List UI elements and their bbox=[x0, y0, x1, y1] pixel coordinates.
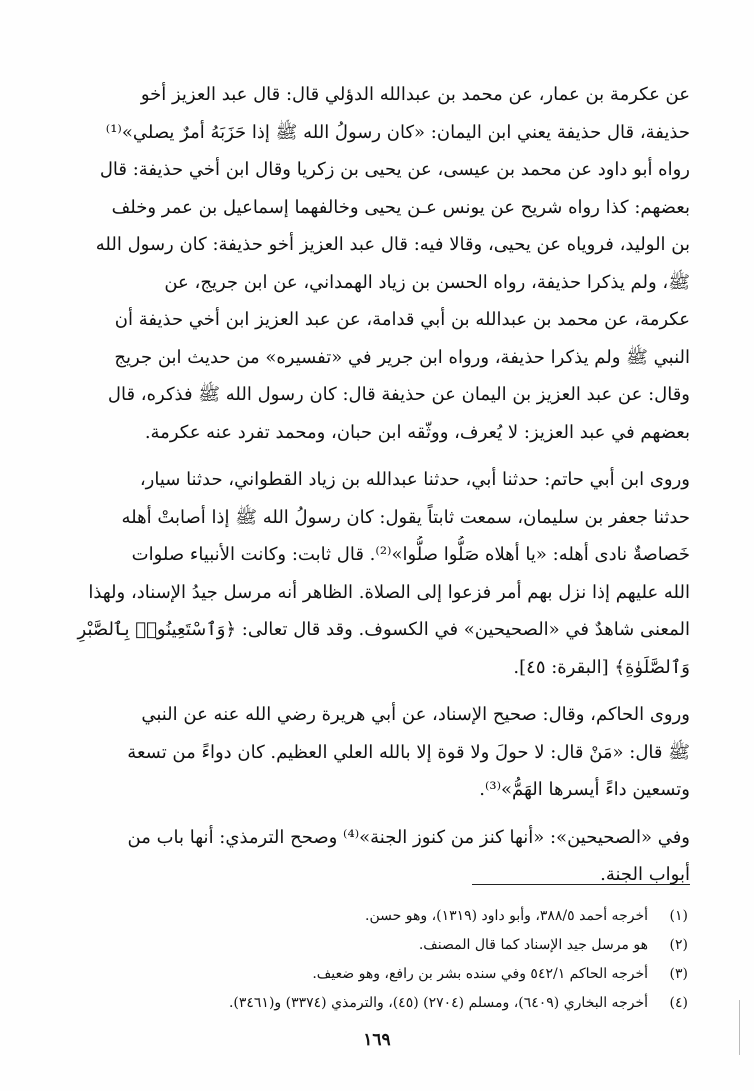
text-line: خَصاصةٌ نادى أهله: «يا أهلاه صَلُّوا صلُّوا»⁽²⁾. قال ثابت: وكانت الأنبياء صلوات bbox=[131, 544, 690, 565]
footnote-text: أخرجه البخاري (٦٤٠٩)، ومسلم (٢٧٠٤) (٤٥)، والترمذي (٣٣٧٤) و(٣٤٦١). bbox=[228, 995, 648, 1011]
text-line: ﷺ، ولم يذكرا حذيفة، رواه الحسن بن زياد الهمداني، عن ابن جريج، عن bbox=[164, 271, 690, 293]
footnote-number: (٣) bbox=[669, 966, 688, 982]
text-line: وتسعين داءً أيسرها الهَمُّ»⁽³⁾. bbox=[479, 779, 690, 800]
footnote-text: أخرجه أحمد ٣٨٨/٥، وأبو داود (١٣١٩)، وهو حسن. bbox=[365, 908, 648, 924]
paragraph-2 bbox=[66, 461, 690, 686]
footnote-number: (١) bbox=[669, 908, 688, 924]
text-line: وفي «الصحيحين»: «أنها كنز من كنوز الجنة»⁽⁴⁾ وصحح الترمذي: أنها باب من bbox=[127, 826, 690, 848]
paragraph-1 bbox=[66, 76, 690, 451]
text-line: بن الوليد، فروياه عن يحيى، وقالا فيه: قال عبد العزيز أخو حذيفة: كان رسول الله bbox=[95, 234, 690, 255]
footnote-item bbox=[66, 989, 688, 1018]
footnotes bbox=[66, 902, 688, 1018]
footnote-divider bbox=[472, 884, 690, 885]
text-line: بعضهم: كذا رواه شريح عن يونس عـن يحيى وخالفهما إسماعيل بن عمر وخلف bbox=[111, 196, 690, 218]
page-edge-mark bbox=[739, 1000, 740, 1055]
paragraph-4 bbox=[66, 819, 690, 894]
text-line: عكرمة، عن محمد بن عبدالله بن أبي قدامة، عن عبد العزيز ابن أخي حذيفة أن bbox=[114, 309, 690, 330]
text-line: المعنى شاهدٌ في «الصحيحين» في الكسوف. وقد قال تعالى: ﴿وَٱسْتَعِينُوا۟ بِٱلصَّبْرِ bbox=[77, 619, 690, 640]
text-line: بعضهم في عبد العزيز: لا يُعرف، ووثّقه ابن حبان، ومحمد تفرد عنه عكرمة. bbox=[144, 421, 690, 443]
footnote-item bbox=[66, 931, 688, 960]
text-line: ﷺ قال: «مَنْ قال: لا حولَ ولا قوة إلا بالله العلي العظيم. كان دواءً من تسعة bbox=[127, 741, 690, 763]
text-line: الله عليهم إذا نزل بهم أمر فزعوا إلى الصلاة. الظاهر أنه مرسل جيدُ الإسناد، ولهذا bbox=[88, 581, 690, 603]
page-number: ١٦٩ bbox=[363, 1030, 391, 1050]
text-line: أبواب الجنة. bbox=[600, 864, 690, 885]
text-line: عن عكرمة بن عمار، عن محمد بن عبدالله الدؤلي قال: قال عبد العزيز أخو bbox=[140, 84, 690, 105]
footnote-item bbox=[66, 960, 688, 989]
text-line: النبي ﷺ ولم يذكرا حذيفة، ورواه ابن جرير في «تفسيره» من حديث ابن جريج bbox=[114, 346, 690, 368]
footnote-text: أخرجه الحاكم ٥٤٢/١ وفي سنده بشر بن رافع، وهو ضعيف. bbox=[312, 966, 648, 982]
text-line: حدثنا جعفر بن سليمان، سمعت ثابتاً يقول: كان رسولُ الله ﷺ إذا أصابتْ أهله bbox=[121, 506, 690, 528]
text-line: وروى ابن أبي حاتم: حدثنا أبي، حدثنا عبدالله بن زياد القطواني، حدثنا سيار، bbox=[139, 469, 690, 490]
main-text bbox=[66, 76, 690, 894]
text-line: وَٱلصَّلَوٰةِ﴾ [البقرة: ٤٥]. bbox=[513, 656, 690, 678]
footnote-number: (٤) bbox=[669, 995, 688, 1011]
text-line: وقال: عن عبد العزيز بن اليمان عن حذيفة قال: كان رسول الله ﷺ فذكره، قال bbox=[107, 384, 690, 405]
footnote-number: (٢) bbox=[669, 937, 688, 953]
footnote-item bbox=[66, 902, 688, 931]
paragraph-3 bbox=[66, 696, 690, 809]
footnote-text: هو مرسل جيد الإسناد كما قال المصنف. bbox=[418, 937, 648, 953]
text-line: وروى الحاكم، وقال: صحيح الإسناد، عن أبي هريرة رضي الله عنه عن النبي bbox=[141, 704, 690, 725]
text-line: حذيفة، قال حذيفة يعني ابن اليمان: «كان رسولُ الله ﷺ إذا حَزَبَهُ أمرٌ يصلي»⁽¹⁾ bbox=[105, 121, 690, 143]
text-line: رواه أبو داود عن محمد بن عيسى، عن يحيى بن زكريا وقال ابن أخي حذيفة: قال bbox=[99, 159, 690, 180]
